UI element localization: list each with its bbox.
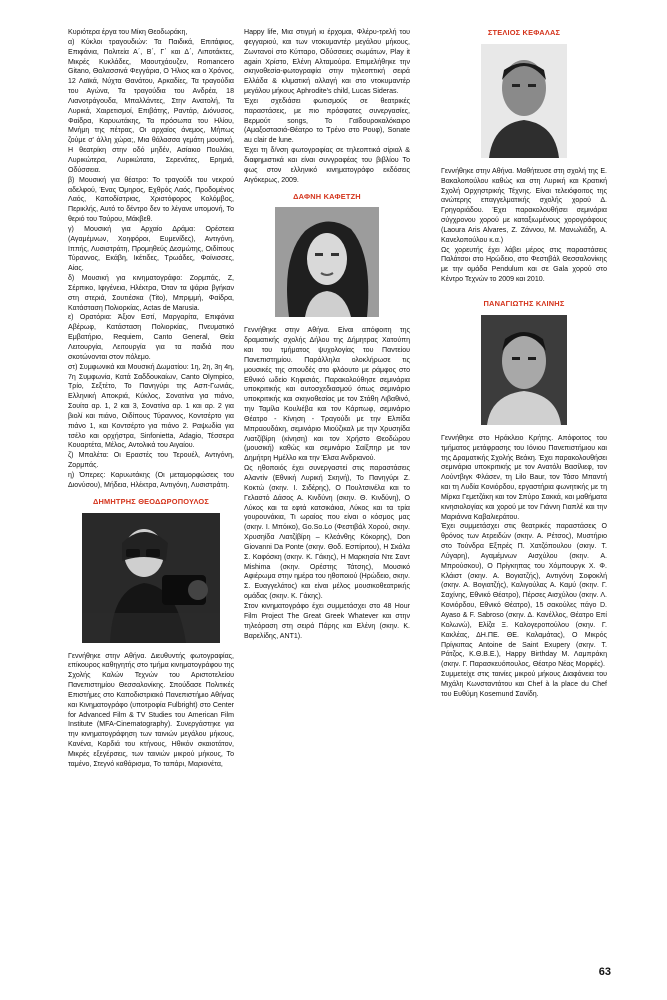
page-number: 63	[598, 966, 611, 978]
photo-klinis	[481, 315, 567, 425]
bio-kafetzi-theatre: Ως ηθοποιός έχει συνεργαστεί στις παραστάσεις Αλαντίν (Εθνική Λυρική Σκηνή), Το Πανηγύρι Ζ. Κοκτώ (σκην. Ι. Σιδέρης), Ο Πουλτσινέλα και το Γελαστό Δάσος Α. Κινδύνη (σκην. Θ. Κινδύνη), Ο Λύκος και τα εφτά κατσικάκια, Λύκος και τα τρία γουρουνάκια, Τι ωραίος που είναι ο κόσμος μας (σκην. Ι. Μπόικο), Go.So.Lo (Φεστιβάλ Χορού, σκην. Χρυσηίδα Λιατζίβίρη – Κλεάνθης Κόκορης), Don Giovanni Da Ponte (σκην. Θοδ. Εσπίριτου), Η Σκάλα Σ. Καφόσκη (σκην. Κ. Γάκης), Η Μαρκησία Ντε Σαντ Mishima (σκην. Ορέστης Τάτσης), Μουσικό Αφιέρωμα στην ημέρα του ηθοποιού (Ηρώδειο, σκην. Σ. Ευαγγελάτος) και είναι μέλος μουσικοθεατρικής ομάδας (σκην. Κ. Γάκης).	[244, 465, 410, 601]
bio-klinis-theatre: Έχει συμμετάσχει στις θεατρικές παραστάσεις Ο θρόνος των Ατρειδών (σκην. Α. Ρέτσος), Μυστήριο στο Τούνδρα Εξπρές Π. Χατζόπουλου (σκην. Τ. Λύγαρη), Αγαμέμνων Αισχύλου (σκην. Α. Μπρούσκου), Ο Πρίγκηπας του Χόμπουργκ Χ. Φ. Κλάιστ (σκην. Α. Βογιατζής), Αντιγόνη Σοφοκλή (σκην. Α. Βογιατζής), Καλιγούλας Α. Καμύ (σκην. Γ. Σαχίνης, Εθνικό Θέατρο), Πέρσες Αισχύλου (σκην. Λ. Κονιόρδου, Εθνικό Θέατρο), 15 σακούλες πάγο D. Ayaso & F. Sabroso (σκην. Δ. Κανέλλος, Θέατρο Επί Κολωνώ), Ελίζα Ξ. Καλογεροπούλου (σκην. Γ. Κακλέας, ΔΗ.ΠΕ. ΘΕ. Καλαμάτας), Ο Μικρός Πρίγκιπας Antoine de Saint Exupery (σκην. Τ. Ράτζος, Κ.Θ.Β.Ε.), Happy Birthday Μ. Λαμπράκη (σκην. Γ. Παρασκευόπουλος, Θέατρο Νέας Μορφές).	[441, 523, 607, 669]
photo-klinis-image	[481, 315, 567, 425]
bio-kefalas: Γεννήθηκε στην Αθήνα. Μαθήτευσε στη σχολή της Ε. Βακαλοπούλου καθώς και στη Λυρική και Κρατική Σχολή Ορχηστρικής Τέχνης. Είναι τελειόφοιτος της ανώτερης επαγγελματικής σχολής χορού Δ. Γρηγοριάδου. Έχει παρακολουθήσει σεμινάρια σύγχρονου χορού με καταξιωμένους χορογράφους (Laoura Aris Alvares, Ζ. Ζάννου, Μ. Μανωλιάδη, Α. Κανελοπούλου κ.α.)	[441, 167, 607, 244]
theodoropoulos-book: Έχει τη δ/νση φωτογραφίας σε τηλεοπτικά σίριαλ & διαφημιστικά και είναι συνγραφέας του βιβλίου Το φως στον ελληνικό κινηματογράφο εκδόσεις Αιγόκερως, 2009.	[244, 147, 410, 184]
works-song-cycles: α) Κύκλοι τραγουδιών: Τα Παιδικά, Επιτάφιος, Επιφάνια, Πολιτεία Α΄, Β΄, Γ΄ και Δ΄, Λιποτάκτες, Μικρές Κυκλάδες, Μαουτχάουζεν, Romancero Gitano, Θαλασσινά Φεγγάρια, Ο Ήλιος και ο Χρόνος, 12 Λαϊκά, Νύχτα Θανάτου, Αρκαδίες, Τα τραγούδια του Αγώνα, Τα τραγούδια του Ανδρέα, 18 Λιανοτράγουδα, Μπαλλάντες, Στην Ανατολή, Τα Λυρικά, Χαιρετισμοί, Επιβάτης, Ραντάρ, Διόνυσος, Φαίδρα, Καρυωτάκης, Τα πρόσωπα του Ηλίου, Μνήμη της πέτρας, Οι αρχαίος άνεμος, Μήπως ζούμε σ' άλλη χώρα;, Μια θάλασσα γεμάτη μουσική, Η θεατρίκη στην οδό μηδέν, Ασίακιο Πουλάκι, Λυρικώτερα, Λυρικώτατα, Σερενάτες, Ερημιά, Οδύσσεια.	[68, 38, 234, 174]
heading-kafetzi: ΔΑΦΝΗ ΚΑΦΕΤΖΗ	[293, 191, 361, 201]
heading-theodoropoulos: ΔΗΜΗΤΡΗΣ ΘΕΟΔΩΡΟΠΟΥΛΟΣ	[92, 496, 209, 506]
photo-kafetzi-image	[275, 207, 379, 317]
heading-kefalas: ΣΤΕΛΙΟΣ ΚΕΦΑΛΑΣ	[487, 28, 561, 37]
bio-klinis: Γεννήθηκε στο Ηράκλειο Κρήτης. Απόφοιτος του τμήματος μετάφρασης του Ιόνιου Πανεπιστήμιου και της Δραματικής Σχολής Βεάκη. Έχει παρακολουθήσει σεμινάρια υποκριτικής με τον Ανατόλι Βασίλιεφ, τον Λούντβιγκ Φλάσεν, τη Lilo Baur, τον Τάσο Μπαντή και τη Λυδία Κονιόρδου, εργαστήρια φωνητικής με τη Μίρκα Γεμετζάκη και τον Σπύρο Σακκά, και μαθήματα κινησιολογίας και χορού με τον Γιάννη Γιαπλέ και την Μαριάννα Καβαλιεράτου.	[441, 434, 607, 521]
column-middle	[244, 28, 410, 968]
photo-theodoropoulos	[82, 513, 220, 643]
bio-kafetzi: Γεννήθηκε στην Αθήνα. Είναι απόφοιτη της δραματικής σχολής Δήλου της Δήμητρας Χατούπη και του τμήματος ψυχολογίας του Παντείου Πανεπιστημίου. Παράλληλα ολοκλήρωσε τις μουσικές της σπουδές στο φλάουτο με ράμφος στο Εθνικό ωδείο Κηφισιάς. Παρακολούθησε σεμινάρια υποκριτικής και αυτοσχεδιασμού όπως σεμινάριο υποκριτικής και σκηνοθεσίας με τον Στάθη Λιβαθινό, την Ταμίλα Κουλιέβα και τον Κάρπωφ, σεμινάριο Θέατρο - Κίνηση - Τραγούδι με την Ελπίδα Μπραουδάκη, σεμινάριο Μιούζικαλ με την Χρυσηίδα Λιατζίβίρη (κίνηση) και τον Χρήστο Θεοδώρου (μουσική) καθώς και σεμινάριο Σαίξπηρ με τον Δημήτρη Ημέλλο και την Έλσα Ανδριανού.	[244, 327, 410, 463]
theodoropoulos-continued: Happy life, Μια στιγμή κι έρχομαι, Φλέρυ-τρελή του φεγγαριού, και των ντοκυμαντέρ μεγάλου μήκους, Ζωντανοί στο Κύτταρο, Οδύσσειες σωμάτων, Play it again Χρίστο, Ελένη Αλταμούρα. Επιμελήθηκε την σκηνοθεσία-φωτογραφία στην τηλεοπτική σειρά Ελλάδα & κλιματική αλλαγή και στο ντοκυμαντέρ μεγάλου μήκους Aphrodite's child, Lucas Sideras.	[244, 29, 410, 96]
works-oratorios: ε) Ορατόρια: Άξιον Εστί, Μαργαρίτα, Επιφάνια Αβέρωφ, Κατάσταση Πολιορκίας, Πνευματικό Εμβατήριο, Requiem, Canto General, Θεία Λειτουργία, Λειτουργία για τα παιδιά που σκοτώνονται στον πόλεμο.	[68, 314, 234, 361]
photo-kafetzi	[275, 207, 379, 317]
photo-theodoropoulos-image	[82, 513, 220, 643]
works-operas: η) Όπερες: Καρυωτάκης (Οι μεταμορφώσεις του Διονύσου), Μήδεια, Ηλέκτρα, Αντιγόνη, Λυσιστράτη.	[68, 471, 234, 489]
works-ancient-drama: γ) Μουσική για Αρχαίο Δράμα: Ορέστεια (Αγαμέμνων, Χοηφόροι, Ευμενίδες), Αντιγόνη, Ιππής, Λυσιστράτη, Προμηθεύς Δεσμώτης, Οιδίπους Τύραννος, Εκάβη, Ικέτιδες, Τρωάδες, Φοίνισσες, Αίας.	[68, 225, 234, 273]
bio-kafetzi-film: Στον κινηματογράφο έχει συμμετάσχει στο 48 Hour Film Project The Great Greek Whatever και στην τηλεόραση στη σειρά Πάρης και Ελένη (σκην. Κ. Βαρελίδης, ΑΝΤ1).	[244, 602, 410, 640]
column-right	[441, 28, 607, 968]
heading-klinis: ΠΑΝΑΓΙΩΤΗΣ ΚΛΙΝΗΣ	[483, 298, 565, 308]
works-ballets: ζ) Μπαλέτα: Οι Εραστές του Τερουέλ, Αντιγόνη, Ζορμπάς.	[68, 452, 234, 470]
works-film: δ) Μουσική για κινηματογράφο: Ζορμπάς, Ζ, Σέρπικο, Ιφιγένεια, Ηλέκτρα, Όταν τα ψάρια βγήκαν στη στεριά, Σουτιέσκα (Tito), Μπριμμή, Φαίδρα, Κατάσταση Πολιορκίας, Actas de Marusia.	[68, 275, 234, 312]
photo-kefalas	[481, 44, 567, 158]
works-theatre: β) Μουσική για θέατρο: Το τραγούδι του νεκρού αδελφού, Ένας Όμηρος, Εχθρός Λαός, Προδομένος Λαός, Καποδίστριας, Χριστόφορος Κολόμβος, Περικλής, Αυτό το δέντρο δεν το λέγανε υπομονή, Το θεριό του Ταύρου, Μάκβεθ.	[68, 176, 234, 224]
works-symphonic: στ) Συμφωνικά και Μουσική Δωματίου: 1η, 2η, 3η 4η, 7η Συμφωνία, Κατά Σαδδουκαίων, Canto Olympico, Τρίο, Σεξτέτο, Το Πανηγύρι της Ασπ-Γωνιάς, Ελληνική Αποκριά, Κύκλος, Σονατίνα για πιάνο, Σουίτα αρ. 1, 2 και 3, Σονατίνα αρ. 1 και αρ. 2 για βιολί και πιάνο, Οιδίπους Τύραννος, Κοντσέρτο για πιάνο 1, και Κοντσέρτο για πιάνο 2. Ραψωδία για τσέλο και ορχήστρα, Sinfonietta, Adagio, Τέσσερα Κουαρτέτα, Μέλος, Αντολικά του Αιγαίου.	[68, 363, 234, 450]
bio-klinis-film: Συμμετείχε στις ταινίες μικρού μήκους Διαφάνεια του Μιχάλη Κωνσταντάτου και Chef à la place du Chef του Ευθύμη Kosemund Σανίδη.	[441, 671, 607, 698]
bio-theodoropoulos: Γεννήθηκε στην Αθήνα. Διευθυντής φωτογραφίας, επίκουρος καθηγητής στο τμήμα κινηματογράφου της Σχολής Καλών Τεχνών του Αριστοτελείου Πανεπιστημίου Θεσσαλονίκης. Σπούδασε Πολιτικές Επιστήμες στο Καποδιστριακό Πανεπιστήμιο Αθήνας και Κινηματογράφο (υποτροφία Fulbright) στο Center for Advanced Film & TV Studies του American Film Institute (MFA-Cinematography). Συνεργάστηκε για την κινηματογράφηση των ταινιών μεγάλου μήκους, Κανένα, Καρδιά του κτήνους, Ηθικόν σκαιοτάτον, Μικρές εξεγέρσεις, των ταινιών μικρού μήκους, Το ταμένο, Στεγνό καθάρισμα, Το ταπάρι, Μαριονέτα,	[68, 652, 234, 768]
bio-kefalas-dance: Ως χορευτής έχει λάβει μέρος στις παραστάσεις Παλάτσοι στο Ηρώδειο, στο Φεστιβάλ Θεσσαλονίκης με την ομάδα Pendulum και σε Gala χορού στο Κέντρο Τεχνών το 2009 και 2010.	[441, 246, 607, 284]
photo-kefalas-image	[481, 44, 567, 158]
works-intro: Κυριότερα έργα του Μίκη Θεοδωράκη,	[68, 29, 188, 36]
theodoropoulos-lighting: Έχει σχεδιάσει φωτισμούς σε θεατρικές παραστάσεις, με πιο πρόσφατες συνεργασίες, Βερμούτ songs, Το Γαϊδουροκαλόκαιρο (Αμαξοστασιά-Θέατρο το Τρένο στο Ρουφ), Sonate au clair de lune.	[244, 97, 410, 145]
column-left	[68, 28, 234, 968]
